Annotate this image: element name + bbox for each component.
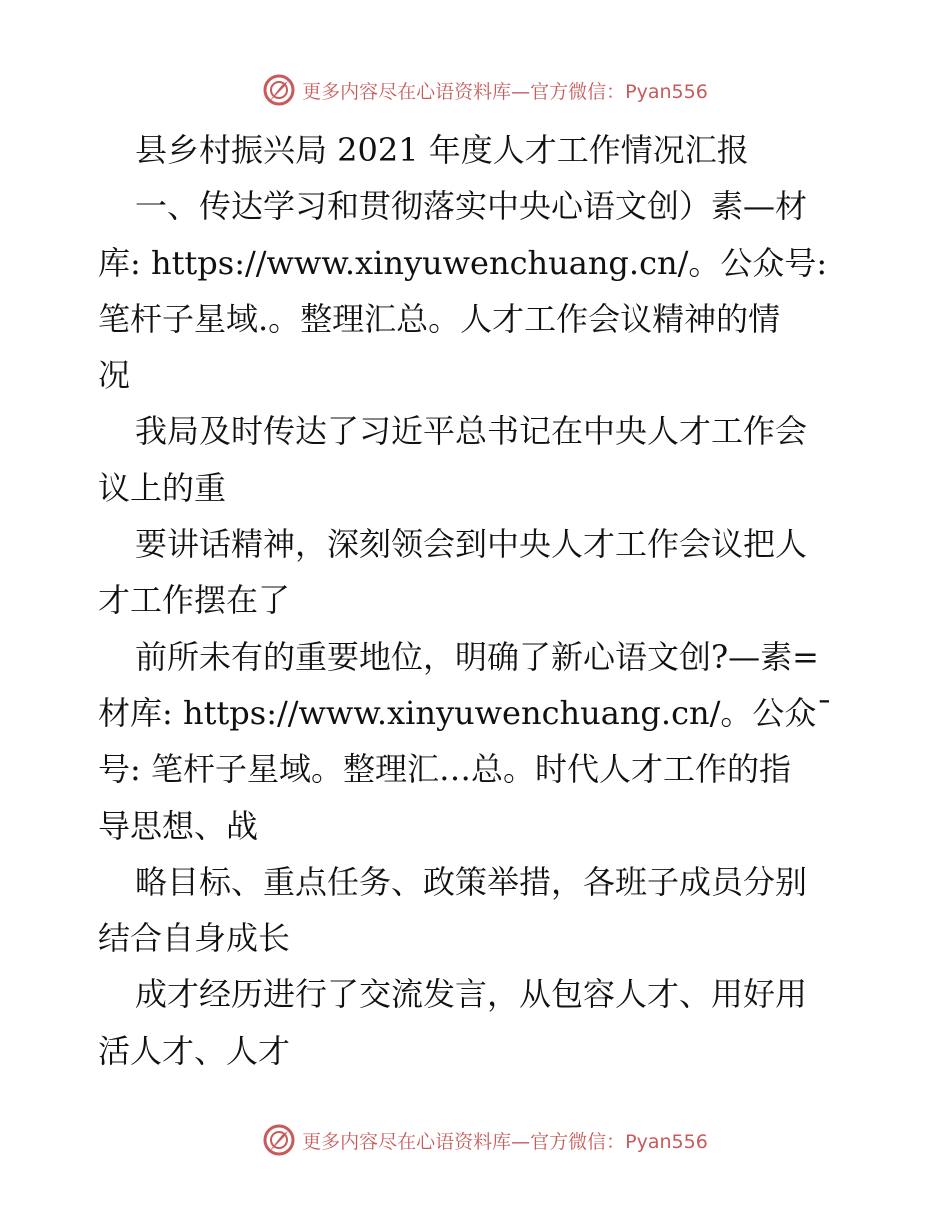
watermark-text: 更多内容尽在心语资料库—官方微信：Pyan556 bbox=[302, 80, 708, 103]
document-body bbox=[98, 122, 858, 1079]
pen-nib-logo-icon bbox=[262, 1123, 296, 1157]
text-line: 要讲话精神，深刻领会到中央人才工作会议把人 bbox=[135, 525, 808, 564]
watermark-footer bbox=[0, 1120, 950, 1160]
text-line: 活人才、人才 bbox=[98, 1031, 291, 1070]
text-line: 才工作摆在了 bbox=[98, 581, 291, 620]
text-line: 笔杆子星域.。整理汇总。人才工作会议精神的情 bbox=[98, 299, 781, 338]
text-line: 略目标、重点任务、政策举措，各班子成员分别 bbox=[135, 862, 808, 901]
text-line: 前所未有的重要地位，明确了新心语文创?—素= bbox=[135, 637, 819, 676]
text-line: 号: 笔杆子星域。整理汇…总。时代人才工作的指 bbox=[98, 750, 791, 789]
watermark-text: 更多内容尽在心语资料库—官方微信：Pyan556 bbox=[302, 1130, 708, 1153]
watermark-header bbox=[0, 70, 950, 110]
text-line: 材库: https://www.xinyuwenchuang.cn/。公众¯ bbox=[98, 693, 833, 732]
text-line: 结合自身成长 bbox=[98, 919, 291, 958]
text-line: 成才经历进行了交流发言，从包容人才、用好用 bbox=[135, 975, 808, 1014]
document-title: 县乡村振兴局 2021 年度人才工作情况汇报 bbox=[135, 131, 749, 169]
text-line: 我局及时传达了习近平总书记在中央人才工作会 bbox=[135, 412, 808, 451]
text-line: 一、传达学习和贯彻落实中央心语文创）素—材 bbox=[135, 187, 808, 226]
watermark-inner bbox=[262, 73, 708, 107]
watermark-inner bbox=[262, 1123, 708, 1157]
text-line: 库: https://www.xinyuwenchuang.cn/。公众号: bbox=[98, 243, 828, 282]
text-line: 导思想、战 bbox=[98, 806, 259, 845]
text-line: 议上的重 bbox=[98, 468, 227, 507]
pen-nib-logo-icon bbox=[262, 73, 296, 107]
text-line: 况 bbox=[98, 356, 131, 395]
